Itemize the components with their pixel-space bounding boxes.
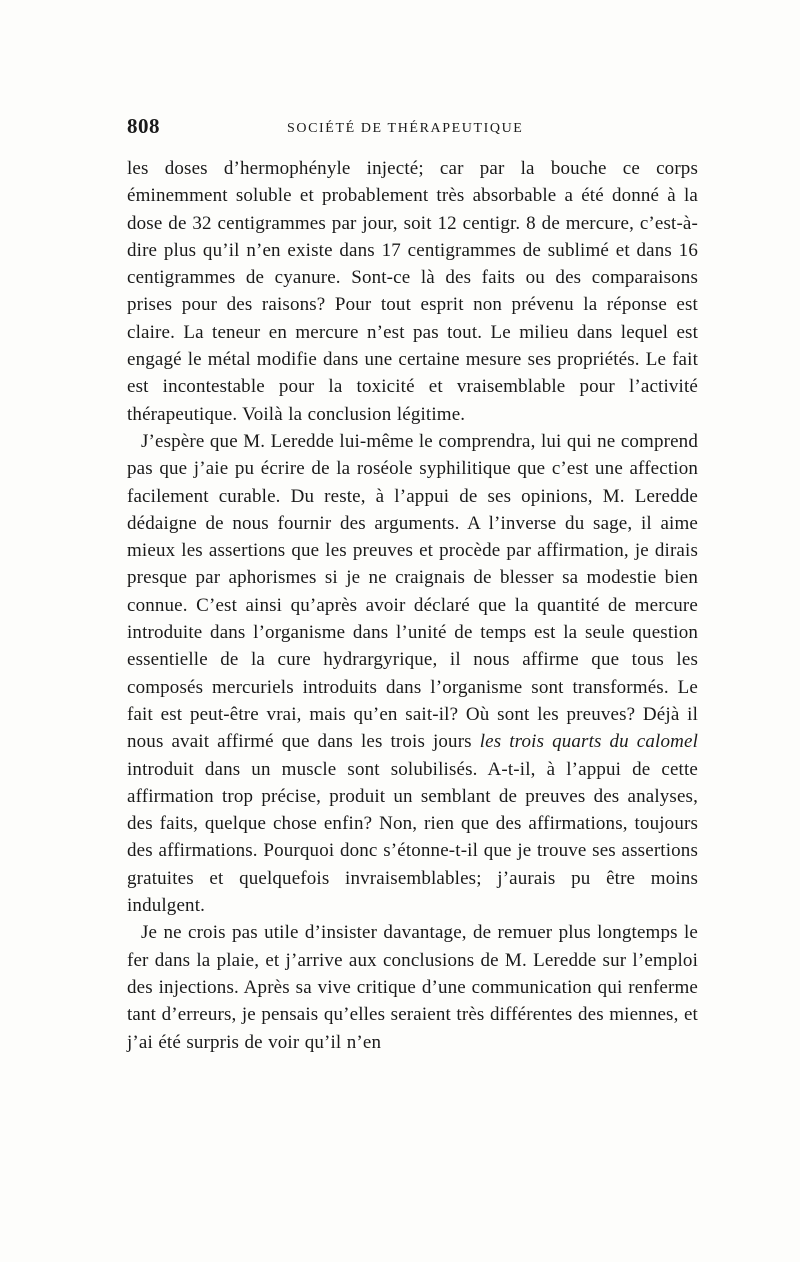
page-header (127, 114, 687, 144)
page-number: 808 (127, 114, 160, 138)
body-text (127, 155, 698, 1056)
paragraph-2-text-after: introduit dans un muscle sont solubilisés. A-t-il, à l’appui de cette affirmation trop précise, produit un semblant de preuves des analyses, des faits, quelque chose enfin? Non, rien que des affirmations, toujours des affirmations. Pourquoi donc s’étonne-t-il que je trouve ses assertions gratuites et quelquefois invraisemblables; j’aurais pu être moins indulgent. (127, 758, 698, 917)
paragraph-1: les doses d’hermophényle injecté; car par la bouche ce corps éminemment soluble et probablement très absorbable a été donné à la dose de 32 centigrammes par jour, soit 12 centigr. 8 de mercure, c’est-à-dire plus qu’il n’en existe dans 17 centigrammes de sublimé et dans 16 centigrammes de cyanure. Sont-ce là des faits ou des comparaisons prises pour des raisons? Pour tout esprit non prévenu la réponse est claire. La teneur en mercure n’est pas tout. Le milieu dans lequel est engagé le métal modifie dans une certaine mesure ses propriétés. Le fait est incontestable pour la toxicité et vraisemblable pour l’activité thérapeutique. Voilà la conclusion légitime. (127, 158, 698, 425)
paragraph-2 (127, 428, 698, 919)
paragraph-2-text-before: J’espère que M. Leredde lui-même le comprendra, lui qui ne comprend pas que j’aie pu écrire de la roséole syphilitique que c’est une affection facilement curable. Du reste, à l’appui de ses opinions, M. Leredde dédaigne de nous fournir des arguments. A l’inverse du sage, il aime mieux les assertions que les preuves et procède par affirmation, je dirais presque par aphorismes si je ne craignais de blesser sa modestie bien connue. C’est ainsi qu’après avoir déclaré que la quantité de mercure introduite dans l’organisme dans l’unité de temps est la seule question essentielle de la cure hydrargyrique, il nous affirme que tous les composés mercuriels introduits dans l’organisme sont transformés. Le fait est peut-être vrai, mais qu’en sait-il? Où sont les preuves? Déjà il nous avait affirmé que dans les trois jours (127, 430, 698, 753)
paragraph-3: Je ne crois pas utile d’insister davantage, de remuer plus longtemps le fer dans la plaie, et j’arrive aux conclusions de M. Leredde sur l’emploi des injections. Après sa vive critique d’une communication qui renferme tant d’erreurs, je pensais qu’elles seraient très différentes des miennes, et j’ai été surpris de voir qu’il n’en (127, 922, 698, 1053)
running-title: SOCIÉTÉ DE THÉRAPEUTIQUE (287, 121, 524, 136)
paragraph-2-italic-phrase: les trois quarts du calomel (479, 731, 698, 753)
